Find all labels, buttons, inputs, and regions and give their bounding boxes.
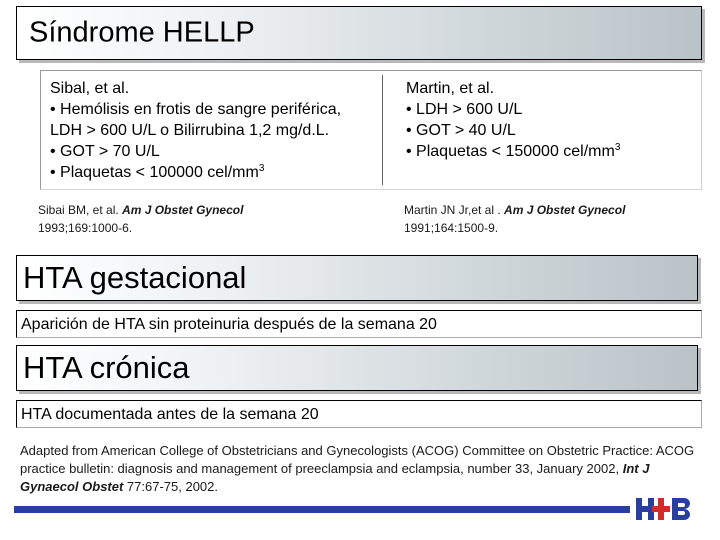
column-divider — [382, 75, 383, 185]
sibai-ref-author: Sibai BM, et al. — [38, 203, 123, 217]
martin-line-2: • GOT > 40 U/L — [406, 122, 516, 139]
gestational-banner — [16, 255, 698, 301]
chronic-title: HTA crónica — [23, 350, 190, 385]
citation-text: Adapted from American College of Obstetricians and Gynecologists (ACOG) Committee on Obstetric Practice: ACOG practice bulletin: diagnosis and management of preeclampsia and eclampsia, number 33, January 2002, — [20, 443, 695, 476]
footer-rule — [14, 506, 630, 513]
sibai-ref-journal: Am J Obstet Gynecol — [122, 203, 244, 217]
martin-ref-detail: 1991;164:1500-9. — [404, 221, 499, 235]
martin-line-1: • LDH > 600 U/L — [406, 101, 523, 118]
chronic-banner — [16, 345, 698, 391]
sibai-platelets: • Plaquetas < 100000 cel/mm — [50, 164, 259, 181]
sibai-ref-detail: 1993;169:1000-6. — [38, 221, 133, 235]
sibai-line-1: • Hemólisis en frotis de sangre periférica, — [50, 101, 342, 118]
citation-tail: 77:67-75, 2002. — [123, 479, 219, 494]
chronic-definition: HTA documentada antes de la semana 20 — [16, 400, 702, 428]
title-banner — [16, 6, 702, 60]
hb-logo — [636, 494, 698, 524]
martin-header: Martin, et al. — [406, 80, 495, 97]
martin-platelets: • Plaquetas < 150000 cel/mm — [406, 143, 615, 160]
sibai-exponent: 3 — [258, 163, 265, 174]
martin-reference — [404, 201, 625, 237]
martin-criteria — [406, 78, 620, 162]
martin-exponent: 3 — [614, 142, 621, 153]
gestational-definition: Aparición de HTA sin proteinuria después de la semana 20 — [16, 310, 702, 338]
citation-journal: Int J Gynaecol Obstet — [20, 461, 650, 494]
source-citation — [20, 442, 710, 496]
gestational-title: HTA gestacional — [23, 260, 247, 295]
page-title: Síndrome HELLP — [29, 16, 255, 49]
martin-ref-author: Martin JN Jr,et al . — [404, 203, 505, 217]
martin-ref-journal: Am J Obstet Gynecol — [504, 203, 626, 217]
sibai-line-3: • GOT > 70 U/L — [50, 143, 160, 160]
sibai-line-2: LDH > 600 U/L o Bilirrubina 1,2 mg/d.L. — [50, 122, 330, 139]
sibai-criteria — [50, 78, 341, 183]
sibai-reference — [38, 201, 243, 237]
sibai-line-4 — [50, 162, 341, 183]
martin-line-3 — [406, 141, 620, 162]
sibai-header: Sibal, et al. — [50, 80, 130, 97]
